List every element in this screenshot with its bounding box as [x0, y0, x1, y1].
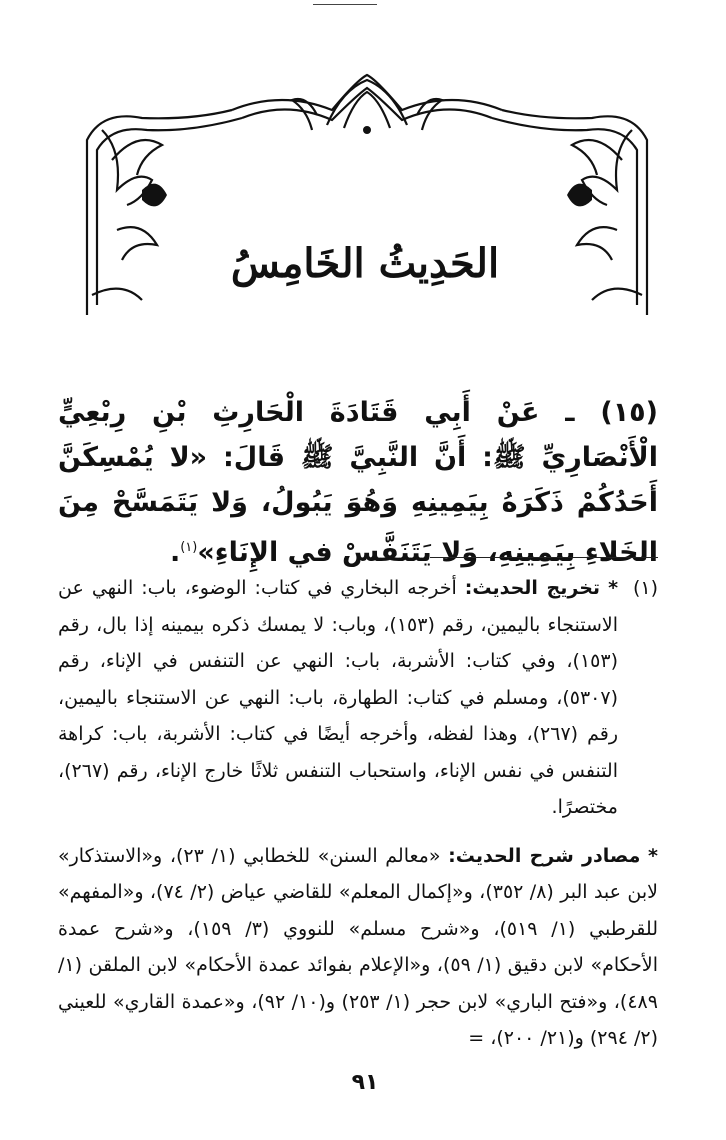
sources-label: مصادر شرح الحديث:	[448, 844, 641, 867]
sources-paragraph	[58, 838, 658, 1057]
footnotes	[58, 570, 658, 1057]
hadith-end-mark: .	[169, 537, 181, 568]
hadith-text: ـ عَنْ أَبِي قَتَادَةَ الْحَارِثِ بْنِ رِبْعِيٍّ الْأَنْصَارِيِّ ﷺ: أَنَّ النَّبِيَّ ﷺ قَالَ: «لا يُمْسِكَنَّ أَحَدُكُمْ ذَكَرَهُ بِيَمِينِهِ وَهُوَ يَبُولُ، وَلا يَتَمَسَّحْ مِنَ الخَلاءِ بِيَمِينِهِ، وَلا يَتَنَفَّسْ في الإِنَاءِ»	[58, 397, 658, 568]
footnote-star: *	[608, 577, 618, 599]
footnote-reference: (١)	[180, 540, 198, 555]
footnote-separator	[430, 557, 658, 558]
top-rule	[313, 4, 377, 5]
continuation-mark: =	[468, 1027, 485, 1049]
footnote-marker: (١)	[632, 577, 658, 599]
footnote-label: تخريج الحديث:	[464, 577, 601, 599]
hadith-number: (١٥)	[600, 397, 658, 428]
sources-star: *	[648, 844, 658, 867]
page-number: ٩١	[351, 1070, 379, 1095]
footnote-1	[58, 570, 658, 826]
hadith-text-block	[58, 390, 658, 575]
chapter-title: الحَدِيثُ الخَامِسُ	[230, 240, 500, 287]
sources-text: «معالم السنن» للخطابي (١/ ٢٣)، و«الاستذكار» لابن عبد البر (٨/ ٣٥٢)، و«إكمال المعلم» للقاضي عياض (٢/ ٧٤)، و«المفهم» للقرطبي (١/ ٥١٩)، و«شرح مسلم» للنووي (٣/ ١٥٩)، و«شرح عمدة الأحكام» لابن دقيق (١/ ٥٩)، و«الإعلام بفوائد عمدة الأحكام» لابن الملقن (١/ ٤٨٩)، و«فتح الباري» لابن حجر (١/ ٢٥٣) و(١٠/ ٩٢)، و«عمدة القاري» للعيني (٢/ ٢٩٤) و(٢١/ ٢٠٠)،	[58, 844, 658, 1049]
footnote-text: أخرجه البخاري في كتاب: الوضوء، باب: النهي عن الاستنجاء باليمين، رقم (١٥٣)، وباب: لا يمسك ذكره بيمينه إذا بال، رقم (١٥٣)، وفي كتاب: الأشربة، باب: النهي عن التنفس في الإناء، رقم (٥٣٠٧)، ومسلم في كتاب: الطهارة، باب: النهي عن الاستنجاء باليمين، رقم (٢٦٧)، وهذا لفظه، وأخرجه أيضًا في كتاب: الأشربة، باب: كراهة التنفس في نفس الإناء، واستحباب التنفس ثلاثًا خارج الإناء، رقم (٢٦٧)، مختصرًا.	[58, 577, 618, 818]
